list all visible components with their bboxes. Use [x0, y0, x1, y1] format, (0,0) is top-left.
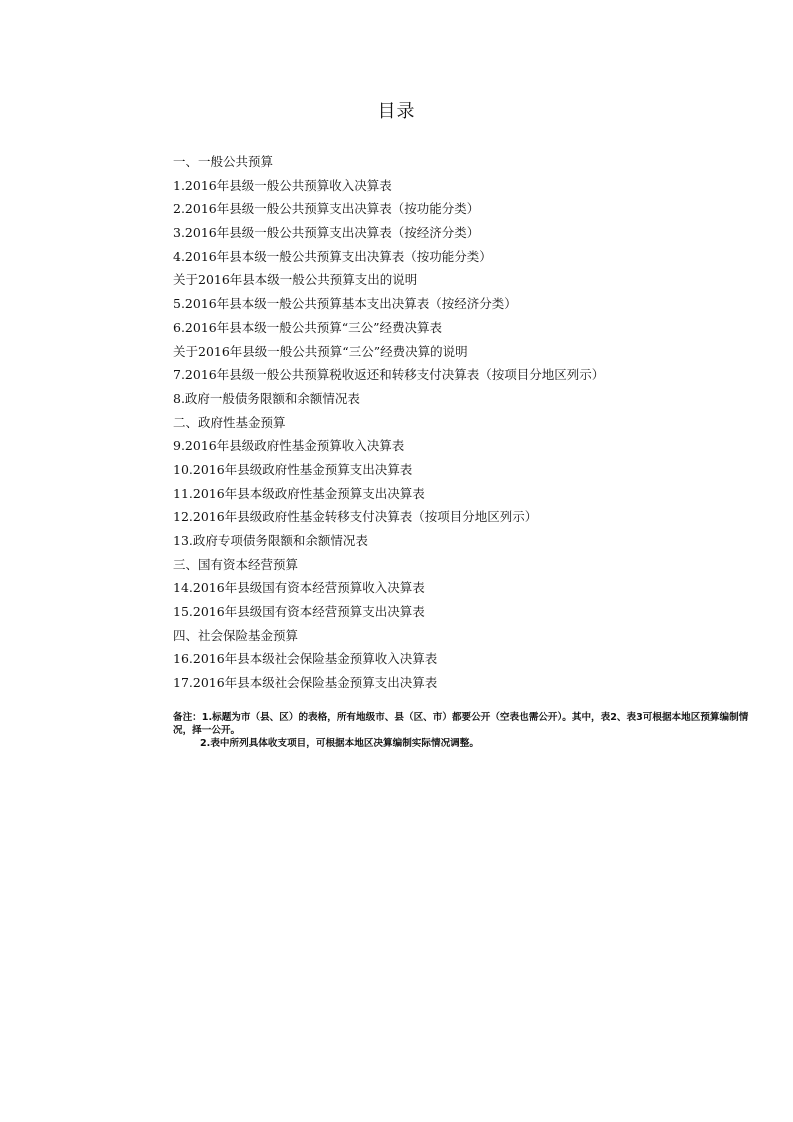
toc-item: 10.2016年县级政府性基金预算支出决算表: [173, 461, 413, 477]
toc-item: 16.2016年县本级社会保险基金预算收入决算表: [173, 651, 438, 667]
remark-2: 2.表中所列具体收支项目，可根据本地区决算编制实际情况调整。: [200, 738, 479, 749]
toc-item: 3.2016年县级一般公共预算支出决算表（按经济分类）: [173, 225, 480, 241]
toc-section: 一、一般公共预算: [173, 154, 274, 169]
toc-item: 9.2016年县级政府性基金预算收入决算表: [173, 438, 405, 454]
toc-item: 关于2016年县级一般公共预算“三公”经费决算的说明: [173, 343, 468, 359]
toc-item: 关于2016年县本级一般公共预算支出的说明: [173, 272, 418, 288]
toc-item: 15.2016年县级国有资本经营预算支出决算表: [173, 604, 425, 620]
toc-section: 四、社会保险基金预算: [173, 627, 299, 643]
toc-item: 13.政府专项债务限额和余额情况表: [173, 533, 368, 548]
remark-1: 备注：1.标题为市（县、区）的表格，所有地级市、县（区、市）都要公开（空表也需公开）。其中，表2、表3可根据本地区预算编制情况，择一公开。: [173, 712, 749, 736]
toc-item: 11.2016年县本级政府性基金预算支出决算表: [173, 485, 425, 501]
toc-section: 三、国有资本经营预算: [173, 556, 299, 572]
toc-item: 17.2016年县本级社会保险基金预算支出决算表: [173, 675, 438, 691]
toc-item: 1.2016年县级一般公共预算收入决算表: [173, 177, 392, 193]
page-title: 目录: [377, 101, 416, 122]
remarks: [173, 711, 753, 750]
toc-item: 6.2016年县本级一般公共预算“三公”经费决算表: [173, 319, 443, 335]
toc-item: 12.2016年县级政府性基金转移支付决算表（按项目分地区列示）: [173, 509, 538, 525]
toc-item: 14.2016年县级国有资本经营预算收入决算表: [173, 580, 425, 596]
table-of-contents: [173, 150, 773, 695]
toc-item: 7.2016年县级一般公共预算税收返还和转移支付决算表（按项目分地区列示）: [173, 367, 605, 383]
toc-item: 5.2016年县本级一般公共预算基本支出决算表（按经济分类）: [173, 296, 517, 312]
toc-section: 二、政府性基金预算: [173, 414, 286, 430]
toc-item: 4.2016年县本级一般公共预算支出决算表（按功能分类）: [173, 248, 492, 264]
toc-item: 2.2016年县级一般公共预算支出决算表（按功能分类）: [173, 201, 480, 217]
toc-item: 8.政府一般债务限额和余额情况表: [173, 390, 360, 406]
